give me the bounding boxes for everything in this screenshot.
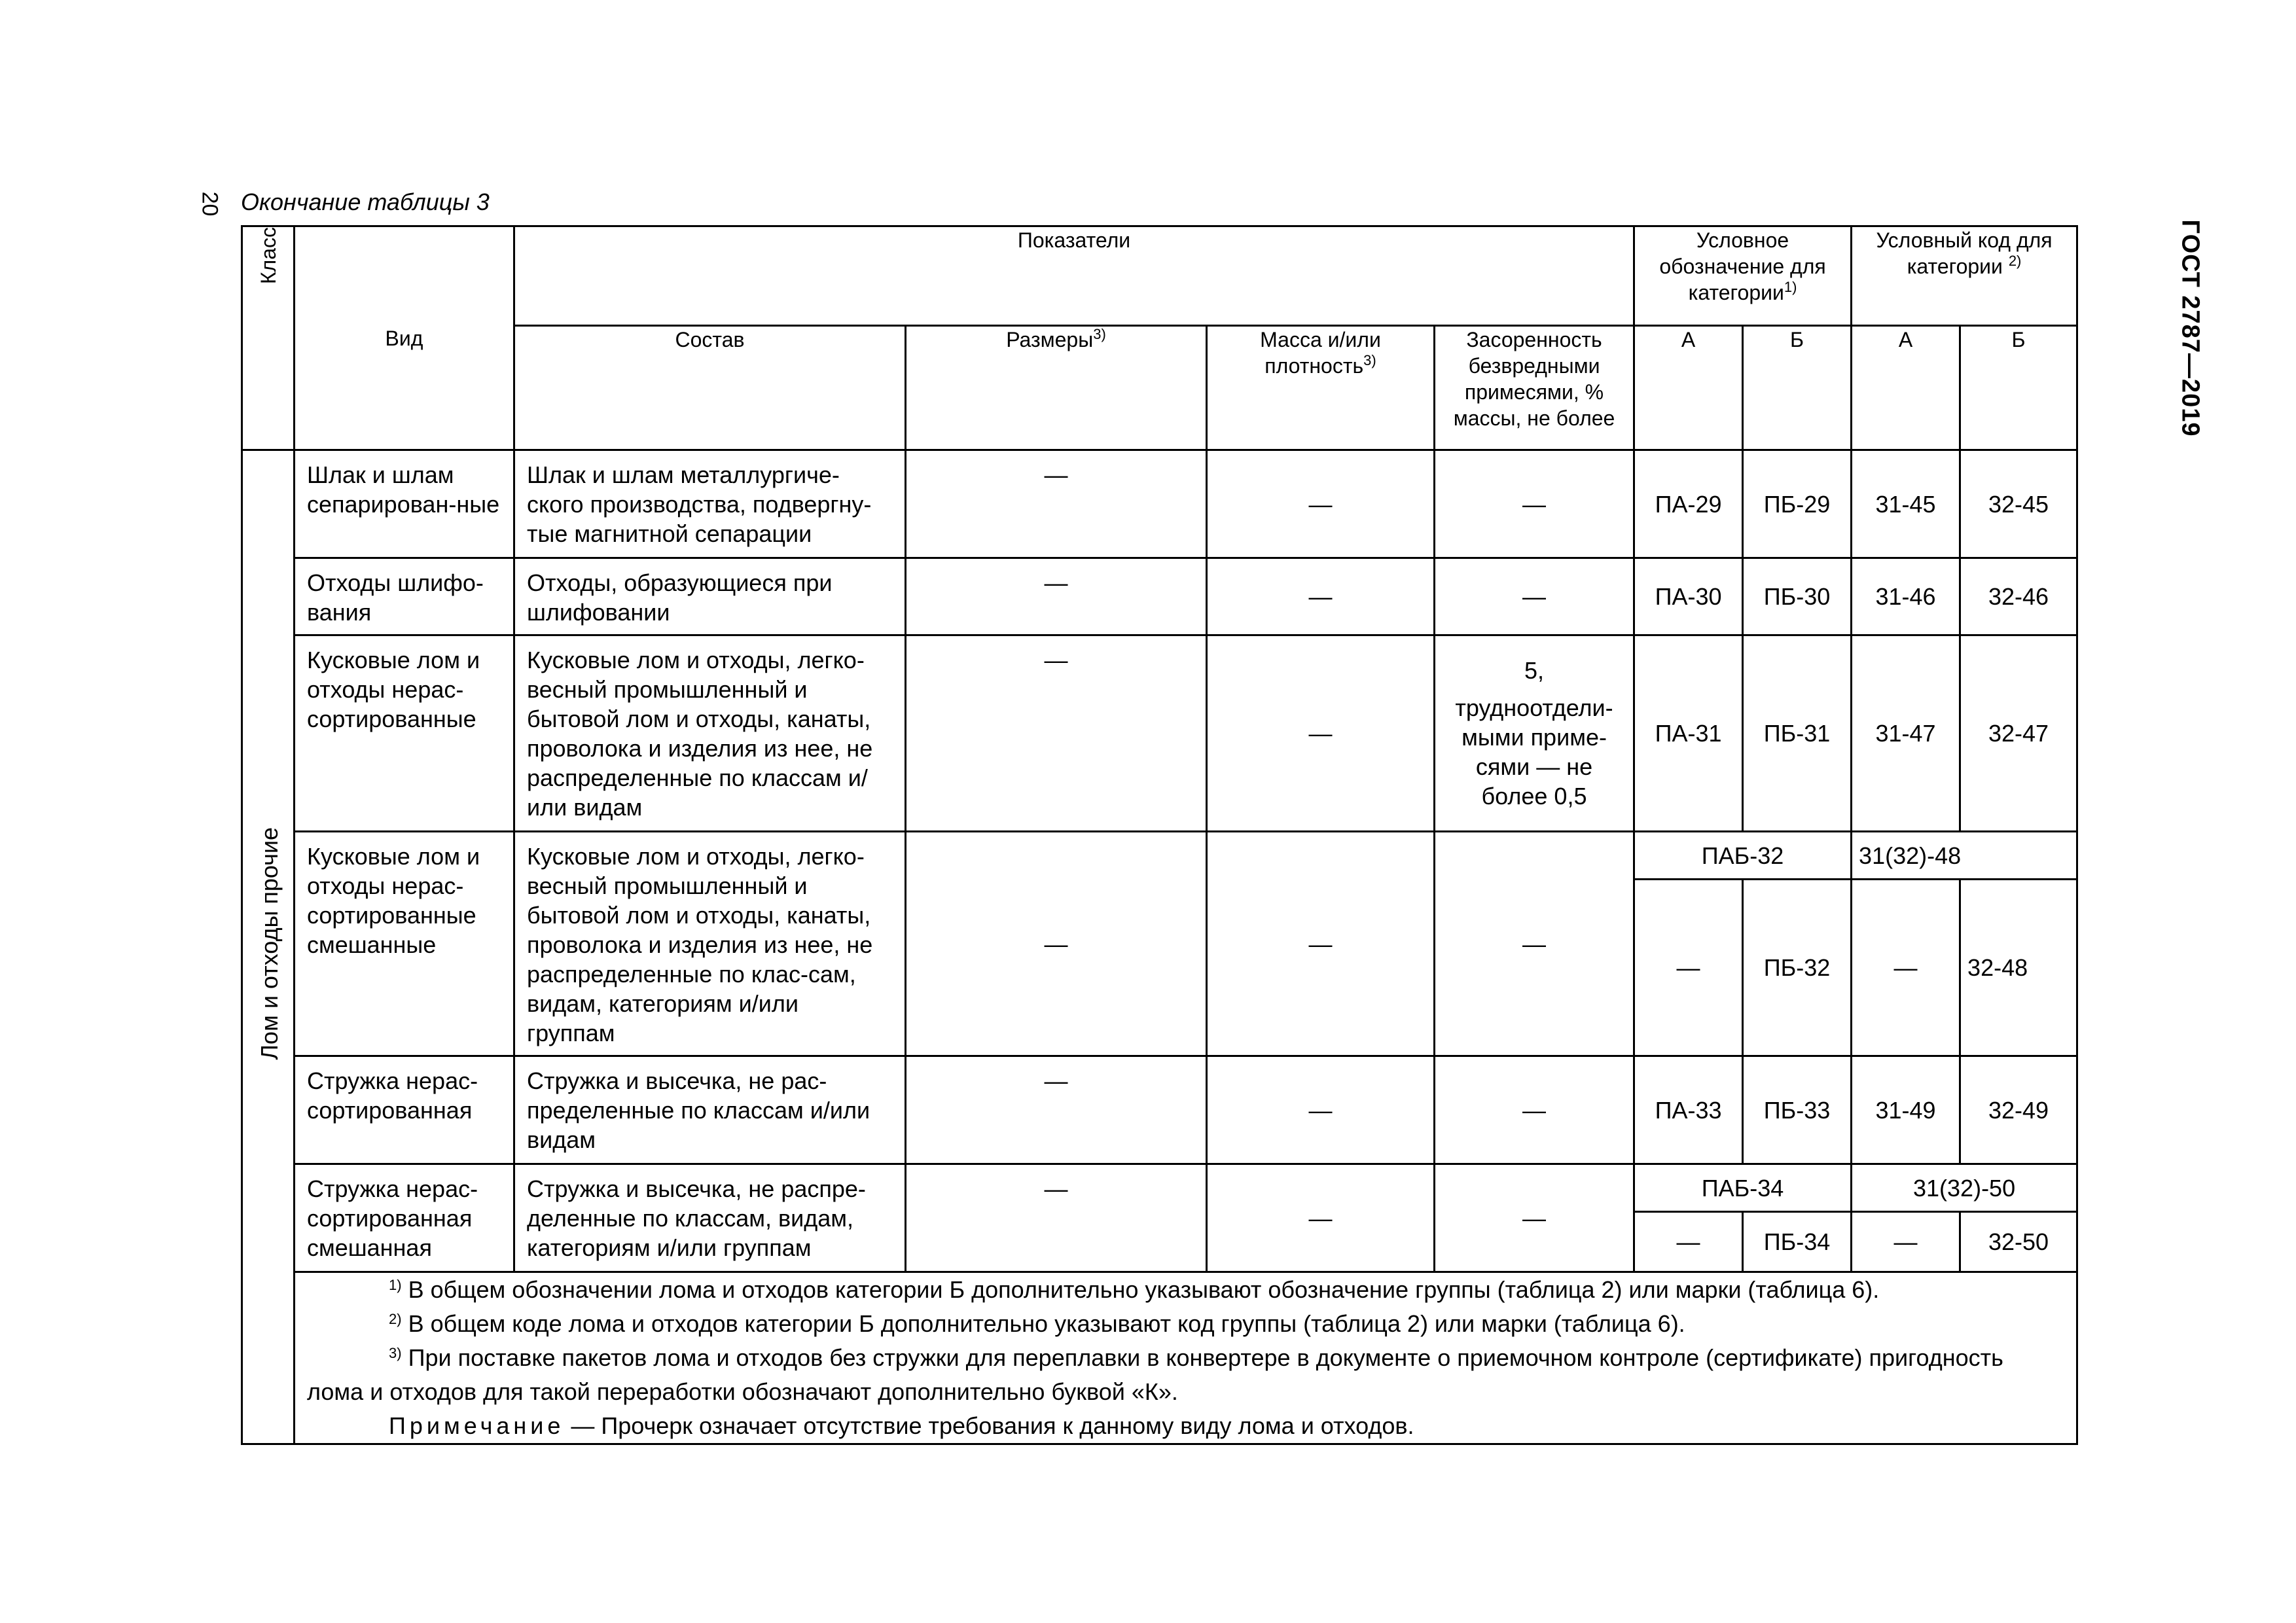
sostav-cell: Кусковые лом и отходы, легко-весный промышленный и бытовой лом и отходы, канаты, проволока и изделия из нее, не распределенные по классам и/или видам — [514, 635, 906, 832]
kb-cell: 32-46 — [1960, 558, 2077, 635]
table-row — [242, 1164, 2077, 1212]
massa-cell: — — [1207, 1164, 1435, 1272]
zasor-note: трудноотдели-мыми приме-сями — не более 0,5 — [1455, 694, 1613, 810]
razmery-cell: — — [906, 635, 1207, 832]
ob-cell: ПБ-30 — [1743, 558, 1852, 635]
ob-cell: ПБ-33 — [1743, 1056, 1852, 1164]
oa-cell: — — [1634, 1212, 1743, 1272]
footnote-3: $^{3)}$ При поставке пакетов лома и отходов без стружки для переплавки в конвертере в документе о приемочном контроле (сертификате) пригодность лома и отходов для такой переработки обозначают дополнительно буквой «К». — [307, 1344, 2003, 1405]
vid-cell: Кусковые лом и отходы нерас-сортированные — [295, 635, 514, 832]
kab-cell: 31(32)-48 — [1852, 832, 2077, 880]
header-kod: Условный код для категории $^{2)}$ — [1852, 226, 2077, 326]
header-vid: Вид — [295, 226, 514, 450]
vid-cell: Отходы шлифо-вания — [295, 558, 514, 635]
kb-cell: 32-48 — [1960, 880, 2077, 1056]
header-zasor: Засоренность безвредными примесями, % массы, не более — [1435, 326, 1634, 450]
header-a1: А — [1634, 326, 1743, 450]
razmery-cell: — — [906, 450, 1207, 558]
razmery-cell: — — [906, 1164, 1207, 1272]
header-class: Класс — [242, 226, 295, 450]
vid-cell: Стружка нерас-сортированная — [295, 1056, 514, 1164]
massa-cell: — — [1207, 558, 1435, 635]
zasor-value: 5, — [1524, 657, 1545, 684]
ob-cell: ПБ-29 — [1743, 450, 1852, 558]
vid-cell: Шлак и шлам сепарирован-ные — [295, 450, 514, 558]
note: Примечание — Прочерк означает отсутствие требования к данному виду лома и отходов. — [389, 1412, 1414, 1439]
zasor-cell: — — [1435, 832, 1634, 1056]
massa-cell: — — [1207, 635, 1435, 832]
table-caption: Окончание таблицы 3 — [241, 188, 490, 215]
class-cell: Лом и отходы прочие — [242, 450, 295, 1444]
kb-cell: 32-45 — [1960, 450, 2077, 558]
header-sostav: Состав — [514, 326, 906, 450]
kb-cell: 32-50 — [1960, 1212, 2077, 1272]
zasor-cell: — — [1435, 558, 1634, 635]
oab-cell: ПАБ-34 — [1634, 1164, 1852, 1212]
razmery-cell: — — [906, 832, 1207, 1056]
table-row — [242, 558, 2077, 635]
zasor-cell — [1435, 635, 1634, 832]
razmery-cell: — — [906, 1056, 1207, 1164]
ka-cell: — — [1852, 880, 1960, 1056]
header-b2: Б — [1960, 326, 2077, 450]
ka-cell: 31-45 — [1852, 450, 1960, 558]
header-pokazateli: Показатели — [514, 226, 1634, 326]
oa-cell: ПА-29 — [1634, 450, 1743, 558]
header-a2: А — [1852, 326, 1960, 450]
header-uslovnoe: Условное обозначение для категории$^{1)}$ — [1634, 226, 1852, 326]
footnote-1: $^{1)}$ В общем обозначении лома и отходов категории Б дополнительно указывают обозначение группы (таблица 2) или марки (таблица 6). — [389, 1276, 1880, 1303]
ka-cell: — — [1852, 1212, 1960, 1272]
razmery-cell: — — [906, 558, 1207, 635]
page-number: 20 — [197, 191, 223, 217]
header-massa: Масса и/или плотность$^{3)}$ — [1207, 326, 1435, 450]
footnote-2: $^{2)}$ В общем коде лома и отходов категории Б дополнительно указывают код группы (таблица 2) или марки (таблица 6). — [389, 1310, 1685, 1337]
sostav-cell: Шлак и шлам металлургиче-ского производства, подвергну-тые магнитной сепарации — [514, 450, 906, 558]
vid-cell: Кусковые лом и отходы нерас-сортированные смешанные — [295, 832, 514, 1056]
vid-cell: Стружка нерас-сортированная смешанная — [295, 1164, 514, 1272]
oa-cell: — — [1634, 880, 1743, 1056]
scrap-classification-table — [241, 225, 2078, 1445]
ob-cell: ПБ-32 — [1743, 880, 1852, 1056]
sostav-cell: Кусковые лом и отходы, легко-весный промышленный и бытовой лом и отходы, канаты, проволока и изделия из нее, не распределенные по клас-сам, видам, категориям и/или группам — [514, 832, 906, 1056]
kab-cell: 31(32)-50 — [1852, 1164, 2077, 1212]
massa-cell: — — [1207, 450, 1435, 558]
table-notes — [295, 1272, 2077, 1444]
table-row — [242, 635, 2077, 832]
note-label: Примечание — [389, 1412, 565, 1439]
oab-cell: ПАБ-32 — [1634, 832, 1852, 880]
zasor-cell: — — [1435, 450, 1634, 558]
document-code: ГОСТ 2787—2019 — [2176, 219, 2204, 437]
oa-cell: ПА-31 — [1634, 635, 1743, 832]
zasor-cell: — — [1435, 1164, 1634, 1272]
sostav-cell: Стружка и высечка, не распре-деленные по классам, видам, категориям и/или группам — [514, 1164, 906, 1272]
ob-cell: ПБ-34 — [1743, 1212, 1852, 1272]
table-row — [242, 832, 2077, 880]
ka-cell: 31-47 — [1852, 635, 1960, 832]
ob-cell: ПБ-31 — [1743, 635, 1852, 832]
kb-cell: 32-47 — [1960, 635, 2077, 832]
header-b1: Б — [1743, 326, 1852, 450]
sostav-cell: Стружка и высечка, не рас-пределенные по классам и/или видам — [514, 1056, 906, 1164]
kb-cell: 32-49 — [1960, 1056, 2077, 1164]
oa-cell: ПА-30 — [1634, 558, 1743, 635]
massa-cell: — — [1207, 832, 1435, 1056]
table-row — [242, 450, 2077, 558]
table-row — [242, 1056, 2077, 1164]
massa-cell: — — [1207, 1056, 1435, 1164]
header-razmery: Размеры$^{3)}$ — [906, 326, 1207, 450]
ka-cell: 31-46 — [1852, 558, 1960, 635]
notes-row — [242, 1272, 2077, 1444]
ka-cell: 31-49 — [1852, 1056, 1960, 1164]
sostav-cell: Отходы, образующиеся при шлифовании — [514, 558, 906, 635]
zasor-cell: — — [1435, 1056, 1634, 1164]
oa-cell: ПА-33 — [1634, 1056, 1743, 1164]
